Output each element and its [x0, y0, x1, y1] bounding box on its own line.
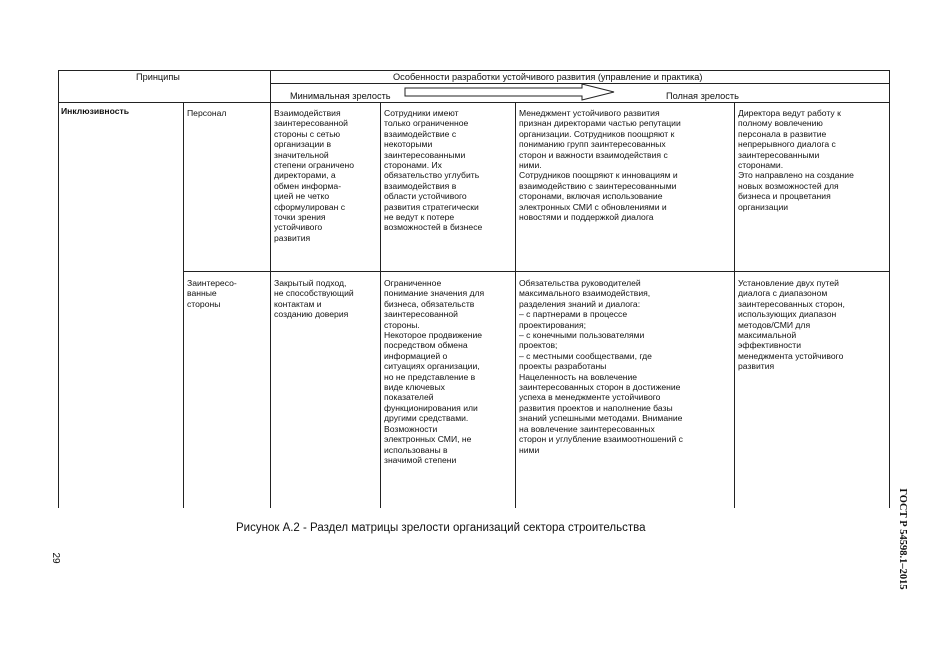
- principles-column-border: [270, 70, 271, 102]
- principles-header: Принципы: [136, 72, 180, 82]
- page-number: 29: [50, 552, 61, 564]
- standard-code: ГОСТ Р 54598.1–2015: [897, 488, 908, 590]
- cell-high-maturity: Менеджмент устойчивого развития признан директорами частью репутации организации. Сотрудников поощряют к пониманию групп заинтересованных сторон и важности взаимодействия с ними. Сотрудников поощряют к инновациям и взаимодействию с заинтересованными сторонами, включая использование электронных СМИ с обновлениями и новостями и поддержкой диалога: [519, 108, 681, 223]
- table-left-border: [58, 70, 59, 508]
- full-maturity-header: Полная зрелость: [666, 91, 739, 101]
- principle-column-border: [183, 102, 184, 508]
- cell-high-maturity: Обязательства руководителей максимального взаимодействия, разделения знаний и диалога: – с партнерами в процессе проектирования; – с конечными пользователями проектов; – с местными сообществами, где проекты разработаны Нацеленность на вовлечение заинтересованных сторон в достижение успеха в менеджменте устойчивого развития проектов и наполнение базы знаний успешными методами. Внимание на вовлечение заинтересованных сторон и углубление взаимоотношений с ними: [519, 278, 683, 455]
- category-column-border: [270, 102, 271, 508]
- maturity-arrow-icon: [404, 83, 616, 101]
- cell-min-maturity: Взаимодействия заинтересованной стороны с сетью организации в значительной степени ограничено директорами, а обмен информа- цией не четко сформулирован с точки зрения устойчивого развития: [274, 108, 355, 243]
- cell-full-maturity: Установление двух путей диалога с диапазоном заинтересованных сторон, использующих диапазон методов/СМИ для максимальной эффективности менеджмента устойчивого развития: [738, 278, 845, 372]
- features-header: Особенности разработки устойчивого развития (управление и практика): [393, 72, 703, 82]
- principle-label: Инклюзивность: [61, 106, 130, 116]
- row-divider: [183, 271, 890, 272]
- figure-caption: Рисунок А.2 - Раздел матрицы зрелости организаций сектора строительства: [236, 522, 646, 534]
- table-top-border: [58, 70, 890, 71]
- cell-low-maturity: Сотрудники имеют только ограниченное взаимодействие с некоторыми заинтересованными сторонами. Их обязательство углубить взаимодействия в области устойчивого развития стратегически не ведут к потере возможностей в бизнесе: [384, 108, 483, 233]
- category-label: Персонал: [187, 108, 227, 118]
- cell-full-maturity: Директора ведут работу к полному вовлечению персонала в развитие непрерывного диалога с заинтересованными сторонами. Это направлено на создание новых возможностей для бизнеса и процветания организации: [738, 108, 854, 212]
- full-column-border: [734, 102, 735, 508]
- table-right-border: [889, 70, 890, 508]
- min-maturity-header: Минимальная зрелость: [290, 91, 391, 101]
- cell-min-maturity: Закрытый подход, не способствующий контактам и созданию доверия: [274, 278, 354, 320]
- category-label: Заинтересо- ванные стороны: [187, 278, 237, 309]
- cell-low-maturity: Ограниченное понимание значения для бизнеса, обязательств заинтересованной стороны. Некоторое продвижение посредством обмена информацией о ситуациях организации, но не представление в виде ключевых показателей функционирования или другими средствами. Возможности электронных СМИ, не использованы в значимой степени: [384, 278, 485, 465]
- min-column-border: [380, 102, 381, 508]
- mid-column-border: [515, 102, 516, 508]
